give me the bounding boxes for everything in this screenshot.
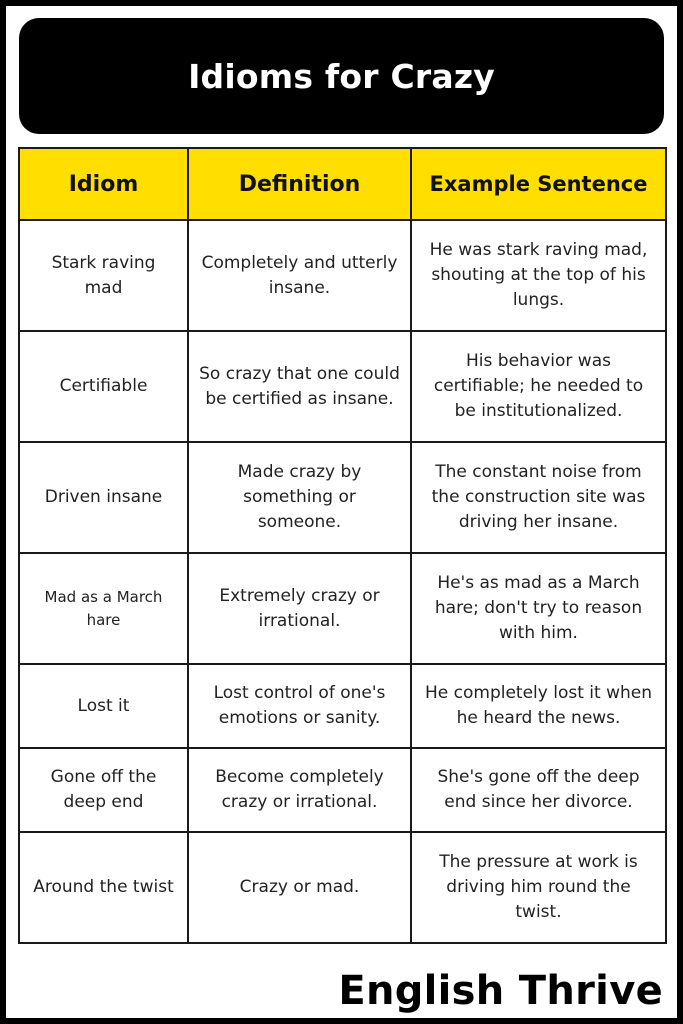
idiom-cell: Lost it [19,664,188,748]
definition-cell: Become completely crazy or irrational. [188,748,411,832]
table-row [19,553,666,664]
page-title: Idioms for Crazy [188,56,495,96]
example-cell: She's gone off the deep end since her divorce. [411,748,666,832]
definition-cell: Made crazy by something or someone. [188,442,411,553]
definition-cell: So crazy that one could be certified as insane. [188,331,411,442]
table-row [19,331,666,442]
brand-logo-text: English Thrive [338,968,663,1014]
idiom-cell: Stark raving mad [19,220,188,331]
idiom-cell: Driven insane [19,442,188,553]
example-cell: His behavior was certifiable; he needed to be institutionalized. [411,331,666,442]
table-row [19,832,666,943]
header-example: Example Sentence [411,148,666,220]
definition-cell: Extremely crazy or irrational. [188,553,411,664]
definition-cell: Completely and utterly insane. [188,220,411,331]
example-cell: The constant noise from the construction site was driving her insane. [411,442,666,553]
idiom-cell: Gone off the deep end [19,748,188,832]
table-row [19,748,666,832]
table-row [19,442,666,553]
example-cell: He completely lost it when he heard the news. [411,664,666,748]
example-cell: He's as mad as a March hare; don't try to reason with him. [411,553,666,664]
title-banner [19,18,664,134]
definition-cell: Crazy or mad. [188,832,411,943]
idiom-cell: Certifiable [19,331,188,442]
table-row [19,220,666,331]
header-idiom: Idiom [19,148,188,220]
idiom-cell: Mad as a March hare [19,553,188,664]
idiom-cell: Around the twist [19,832,188,943]
header-definition: Definition [188,148,411,220]
idioms-table [18,147,667,944]
infographic-page [6,6,677,1018]
table-row [19,664,666,748]
table-header-row [19,148,666,220]
example-cell: He was stark raving mad, shouting at the top of his lungs. [411,220,666,331]
definition-cell: Lost control of one's emotions or sanity. [188,664,411,748]
example-cell: The pressure at work is driving him round the twist. [411,832,666,943]
